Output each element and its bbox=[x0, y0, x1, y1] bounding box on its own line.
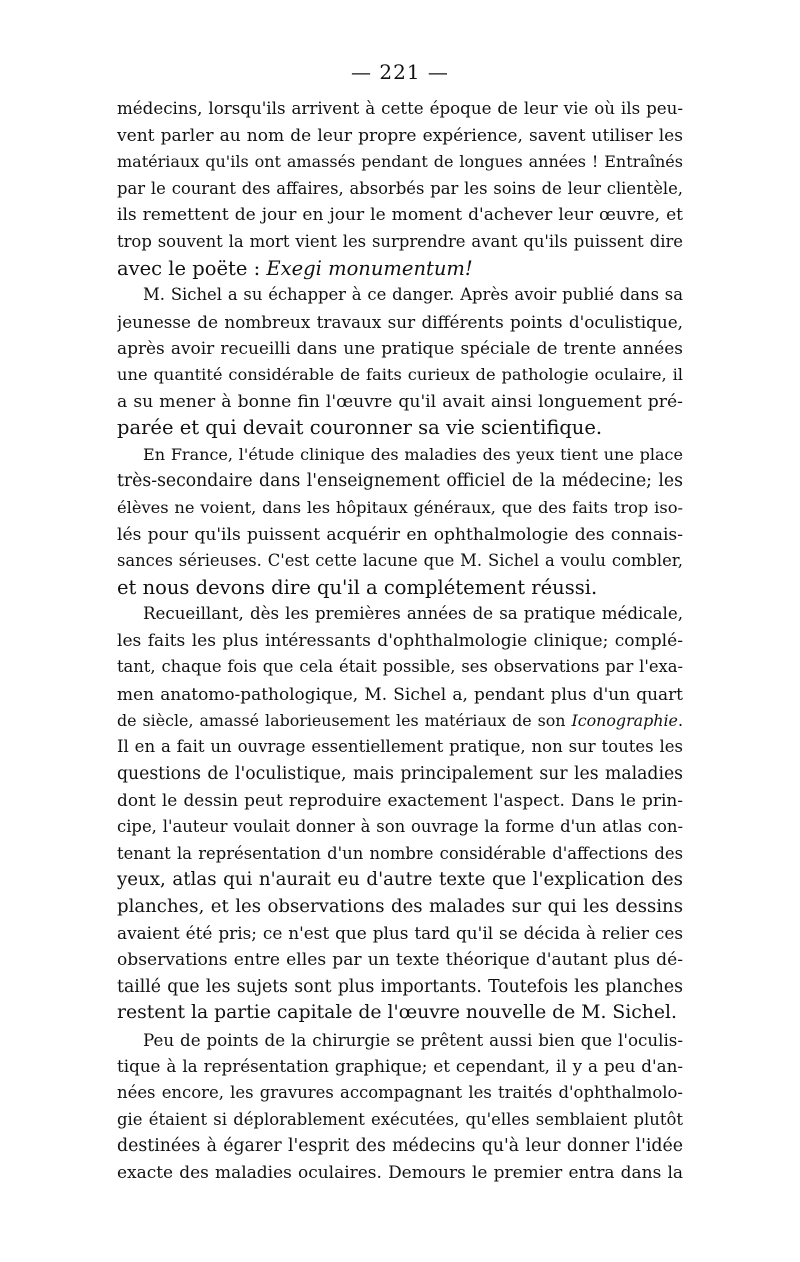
italic-title: Iconographie bbox=[571, 710, 678, 730]
text-line: men anatomo-pathologique, M. Sichel a, pendant plus d'un quart bbox=[117, 684, 683, 705]
text-line: jeunesse de nombreux travaux sur différents points d'oculistique, bbox=[117, 311, 683, 332]
text-run: de siècle, amassé laborieusement les matériaux de son bbox=[117, 710, 572, 730]
text-line: avaient été pris; ce n'est que plus tard qu'il se décida à relier ces bbox=[117, 923, 683, 944]
text-line: Peu de points de la chirurgie se prêtent aussi bien que l'oculis- bbox=[143, 1029, 683, 1050]
page-number: — 221 — bbox=[351, 60, 449, 84]
text-line: Il en a fait un ouvrage essentiellement pratique, non sur toutes les bbox=[117, 737, 683, 757]
text-line: les faits les plus intéressants d'ophthalmologie clinique; complé- bbox=[117, 630, 683, 651]
text-line: observations entre elles par un texte théorique d'autant plus dé- bbox=[117, 950, 683, 970]
text-line: a su mener à bonne fin l'œuvre qu'il avait ainsi longuement pré- bbox=[117, 391, 683, 412]
text-line: cipe, l'auteur voulait donner à son ouvrage la forme d'un atlas con- bbox=[117, 817, 683, 837]
text-line: tant, chaque fois que cela était possible, ses observations par l'exa- bbox=[117, 657, 683, 677]
text-line: une quantité considérable de faits curieux de pathologie oculaire, il bbox=[117, 364, 683, 384]
text-line: exacte des maladies oculaires. Demours le premier entra dans la bbox=[117, 1162, 683, 1183]
text-line: vent parler au nom de leur propre expérience, savent utiliser les bbox=[117, 125, 683, 146]
text-line: restent la partie capitale de l'œuvre nouvelle de M. Sichel. bbox=[117, 1002, 677, 1024]
text-line bbox=[117, 256, 683, 283]
text-run: . bbox=[677, 710, 683, 730]
text-line: et nous devons dire qu'il a complétement réussi. bbox=[117, 575, 598, 599]
text-line: par le courant des affaires, absorbés par les soins de leur clientèle, bbox=[117, 178, 683, 198]
text-line: yeux, atlas qui n'aurait eu d'autre texte que l'explication des bbox=[117, 869, 683, 891]
text-line bbox=[117, 708, 683, 735]
text-line: sances sérieuses. C'est cette lacune que M. Sichel a voulu combler, bbox=[117, 551, 683, 571]
text-line: après avoir recueilli dans une pratique spéciale de trente années bbox=[117, 338, 683, 359]
text-line: lés pour qu'ils puissent acquérir en ophthalmologie des connais- bbox=[117, 524, 683, 545]
text-line: Recueillant, dès les premières années de sa pratique médicale, bbox=[143, 604, 683, 624]
text-run: avec le poëte : bbox=[117, 256, 267, 280]
text-line: M. Sichel a su échapper à ce danger. Après avoir publié dans sa bbox=[143, 285, 683, 305]
text-line: taillé que les sujets sont plus importants. Toutefois les planches bbox=[117, 976, 683, 997]
italic-quote: Exegi monumentum! bbox=[266, 256, 473, 280]
text-line: parée et qui devait couronner sa vie scientifique. bbox=[117, 416, 603, 440]
text-line: médecins, lorsqu'ils arrivent à cette époque de leur vie où ils peu- bbox=[117, 99, 683, 118]
text-line: trop souvent la mort vient les surprendre avant qu'ils puissent dire bbox=[117, 231, 683, 251]
text-line: tenant la représentation d'un nombre considérable d'affections des bbox=[117, 843, 683, 863]
text-line: gie étaient si déplorablement exécutées, qu'elles semblaient plutôt bbox=[117, 1109, 683, 1129]
text-line: élèves ne voient, dans les hôpitaux généraux, que des faits trop iso- bbox=[117, 497, 683, 517]
text-line: planches, et les observations des malades sur qui les dessins bbox=[117, 895, 683, 917]
text-line: destinées à égarer l'esprit des médecins qu'à leur donner l'idée bbox=[117, 1136, 683, 1157]
text-line: très-secondaire dans l'enseignement officiel de la médecine; les bbox=[117, 471, 683, 492]
text-line: ils remettent de jour en jour le moment d'achever leur œuvre, et bbox=[117, 205, 683, 226]
text-line: En France, l'étude clinique des maladies des yeux tient une place bbox=[143, 444, 683, 464]
text-line: questions de l'oculistique, mais principalement sur les maladies bbox=[117, 763, 683, 784]
text-line: dont le dessin peut reproduire exactement l'aspect. Dans le prin- bbox=[117, 790, 683, 811]
body-text bbox=[117, 96, 683, 1186]
text-line: tique à la représentation graphique; et cependant, il y a peu d'an- bbox=[117, 1056, 683, 1077]
text-line: matériaux qu'ils ont amassés pendant de longues années ! Entraînés bbox=[117, 152, 683, 172]
text-line: nées encore, les gravures accompagnant les traités d'ophthalmolo- bbox=[117, 1082, 683, 1102]
